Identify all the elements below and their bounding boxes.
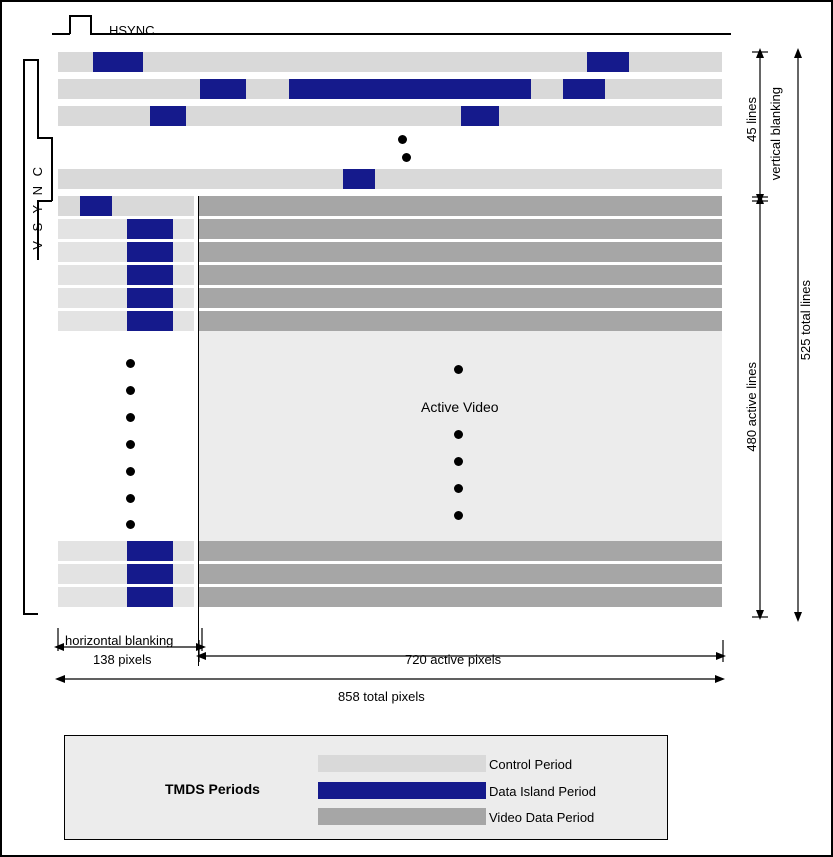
- center-ellipsis-dot-3: [454, 457, 463, 466]
- center-ellipsis-dot-5: [454, 511, 463, 520]
- left-ellipsis-dot-6: [126, 494, 135, 503]
- label-vertical-blanking: vertical blanking: [768, 87, 783, 181]
- active-line-6-island: [127, 541, 173, 561]
- label-858-total-pixels: 858 total pixels: [338, 689, 425, 704]
- active-line-5-control: [58, 311, 194, 331]
- blanking-line-1-island-a: [93, 52, 143, 72]
- blanking-line-2-island-c: [563, 79, 605, 99]
- blanking-line-2-island-b: [289, 79, 531, 99]
- active-line-2-control: [58, 242, 194, 262]
- hsync-baseline-left: [52, 33, 70, 35]
- legend-swatch-video-data-period: [318, 808, 486, 825]
- active-line-3-island: [127, 265, 173, 285]
- vsync-bracket-outer: [23, 59, 25, 615]
- vsync-bracket-inner2: [51, 137, 53, 201]
- center-ellipsis-dot-4: [454, 484, 463, 493]
- blanking-ellipsis-dot-2: [402, 153, 411, 162]
- vsync-label: V S Y N C: [30, 164, 45, 250]
- label-138-pixels: 138 pixels: [93, 652, 152, 667]
- active-line-6-video: [198, 541, 722, 561]
- active-video-label: Active Video: [421, 399, 499, 415]
- active-line-5-island: [127, 311, 173, 331]
- blanking-gap-2: [58, 99, 722, 106]
- label-480-active-lines: 480 active lines: [744, 362, 759, 452]
- active-line-0-control: [58, 196, 194, 216]
- active-line-0-video: [198, 196, 722, 216]
- active-line-1-video: [198, 219, 722, 239]
- active-line-6-control: [58, 541, 194, 561]
- hsync-pulse-top: [69, 15, 91, 17]
- blanking-ellipsis-dot-1: [398, 135, 407, 144]
- legend-label-data-island-period: Data Island Period: [489, 784, 596, 799]
- legend-title: TMDS Periods: [165, 781, 260, 797]
- active-line-7-video: [198, 564, 722, 584]
- vsync-bracket-inner: [37, 59, 39, 138]
- vsync-bracket-top: [23, 59, 38, 61]
- blanking-line-4-island-a: [343, 169, 375, 189]
- active-line-4-control: [58, 288, 194, 308]
- center-ellipsis-dot-2: [454, 430, 463, 439]
- active-line-1-control: [58, 219, 194, 239]
- label-horizontal-blanking: horizontal blanking: [65, 633, 174, 648]
- blanking-line-3-island-a: [150, 106, 186, 126]
- blanking-line-3-island-b: [461, 106, 499, 126]
- blanking-line-4-control: [58, 169, 722, 189]
- blanking-line-1-island-b: [587, 52, 629, 72]
- active-line-4-island: [127, 288, 173, 308]
- active-line-8-video: [198, 587, 722, 607]
- h-blanking-boundary-line: [198, 196, 199, 666]
- legend-swatch-control-period: [318, 755, 486, 772]
- active-line-8-island: [127, 587, 173, 607]
- active-line-7-control: [58, 564, 194, 584]
- blanking-gap-1: [58, 72, 722, 79]
- left-ellipsis-dot-1: [126, 359, 135, 368]
- hsync-label: HSYNC: [109, 23, 155, 38]
- active-line-2-island: [127, 242, 173, 262]
- left-ellipsis-dot-4: [126, 440, 135, 449]
- hsync-falling-edge: [90, 15, 92, 34]
- active-line-8-control: [58, 587, 194, 607]
- active-line-2-video: [198, 242, 722, 262]
- legend-label-control-period: Control Period: [489, 757, 573, 772]
- vsync-bracket-inner-bottom: [37, 137, 52, 139]
- left-ellipsis-dot-3: [126, 413, 135, 422]
- label-525-total-lines: 525 total lines: [798, 280, 813, 361]
- active-line-5-video: [198, 311, 722, 331]
- active-line-7-island: [127, 564, 173, 584]
- active-line-3-control: [58, 265, 194, 285]
- blanking-line-2-island-a: [200, 79, 246, 99]
- label-45-lines: 45 lines: [744, 97, 759, 142]
- left-ellipsis-dot-5: [126, 467, 135, 476]
- left-ellipsis-dot-2: [126, 386, 135, 395]
- total-pixels-measure: [52, 668, 728, 690]
- legend-label-video-data-period: Video Data Period: [489, 810, 595, 825]
- vsync-bracket-bottom: [23, 613, 38, 615]
- legend-swatch-data-island-period: [318, 782, 486, 799]
- active-line-1-island: [127, 219, 173, 239]
- left-ellipsis-dot-7: [126, 520, 135, 529]
- active-line-0-island: [80, 196, 112, 216]
- label-720-active-pixels: 720 active pixels: [405, 652, 502, 667]
- hsync-rising-edge: [69, 15, 71, 34]
- center-ellipsis-dot-1: [454, 365, 463, 374]
- active-line-3-video: [198, 265, 722, 285]
- hsync-baseline-right: [90, 33, 731, 35]
- active-line-4-video: [198, 288, 722, 308]
